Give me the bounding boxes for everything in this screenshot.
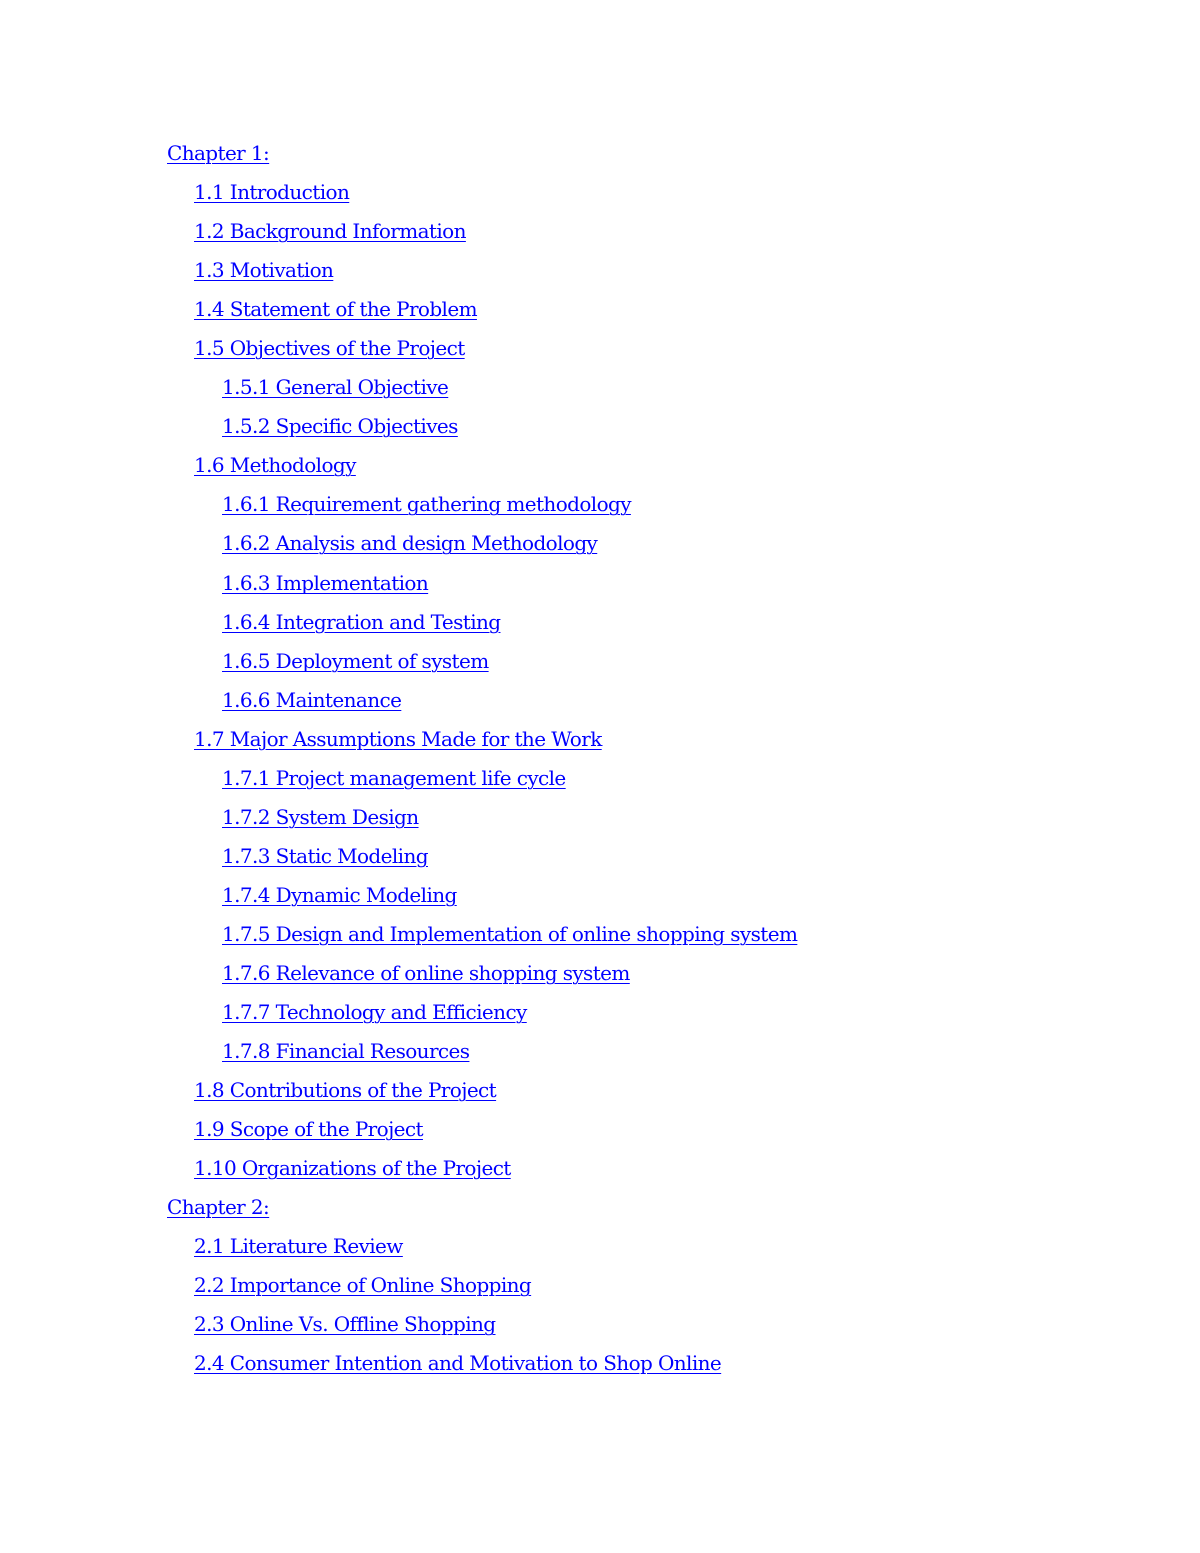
section-link[interactable]: 1.7.3 Static Modeling [222,843,428,868]
toc-section-entry [0,761,797,800]
chapter-link[interactable]: Chapter 1: [167,141,270,165]
section-link[interactable]: 1.4 Statement of the Problem [194,297,477,322]
section-link[interactable]: 1.2 Background Information [194,219,466,244]
section-link[interactable]: 1.6.6 Maintenance [222,687,402,712]
toc-section-entry [0,995,797,1034]
section-link[interactable]: 1.7.2 System Design [222,804,419,829]
toc-chapter-entry [0,136,797,175]
section-link[interactable]: 1.8 Contributions of the Project [194,1078,497,1103]
toc-section-entry [0,1112,797,1151]
section-link[interactable]: 1.6.4 Integration and Testing [222,609,501,634]
section-link[interactable]: 1.7.8 Financial Resources [222,1039,470,1064]
section-link[interactable]: 1.6.5 Deployment of system [222,648,489,673]
section-link[interactable]: 1.7.1 Project management life cycle [222,765,566,790]
section-link[interactable]: 1.5 Objectives of the Project [194,336,465,361]
toc-section-entry [0,1268,797,1307]
toc-section-entry [0,839,797,878]
toc-section-entry [0,800,797,839]
section-link[interactable]: 1.1 Introduction [194,180,350,205]
section-link[interactable]: 1.6 Methodology [194,453,356,478]
section-link[interactable]: 1.7.4 Dynamic Modeling [222,882,457,907]
toc-section-entry [0,370,797,409]
toc-section-entry [0,409,797,448]
toc-section-entry [0,683,797,722]
toc-section-entry [0,605,797,644]
toc-section-entry [0,448,797,487]
section-link[interactable]: 1.6.3 Implementation [222,570,429,595]
toc-chapter-entry [0,1190,797,1229]
toc-section-entry [0,253,797,292]
toc-section-entry [0,1229,797,1268]
toc-section-entry [0,214,797,253]
toc-section-entry [0,956,797,995]
section-link[interactable]: 1.10 Organizations of the Project [194,1156,511,1181]
section-link[interactable]: 1.6.1 Requirement gathering methodology [222,492,631,517]
toc-section-entry [0,1346,797,1385]
toc-section-entry [0,1151,797,1190]
toc-section-entry [0,566,797,605]
section-link[interactable]: 1.5.2 Specific Objectives [222,414,458,439]
toc-section-entry [0,331,797,370]
section-link[interactable]: 1.9 Scope of the Project [194,1117,423,1142]
toc-section-entry [0,1034,797,1073]
section-link[interactable]: 1.5.1 General Objective [222,375,449,400]
toc-section-entry [0,878,797,917]
toc-section-entry [0,487,797,526]
toc-section-entry [0,526,797,565]
toc-section-entry [0,1073,797,1112]
toc-section-entry [0,917,797,956]
section-link[interactable]: 2.4 Consumer Intention and Motivation to Shop Online [194,1351,722,1376]
section-link[interactable]: 1.6.2 Analysis and design Methodology [222,531,598,556]
section-link[interactable]: 2.3 Online Vs. Offline Shopping [194,1312,496,1337]
chapter-link[interactable]: Chapter 2: [167,1195,270,1220]
section-link[interactable]: 2.1 Literature Review [194,1234,403,1259]
section-link[interactable]: 1.7.7 Technology and Efficiency [222,1000,527,1025]
toc-section-entry [0,722,797,761]
table-of-contents [0,136,797,1386]
section-link[interactable]: 1.7.5 Design and Implementation of online shopping system [222,921,798,946]
section-link[interactable]: 1.3 Motivation [194,258,334,283]
toc-section-entry [0,175,797,214]
section-link[interactable]: 1.7.6 Relevance of online shopping system [222,960,630,985]
section-link[interactable]: 1.7 Major Assumptions Made for the Work [194,726,602,751]
section-link[interactable]: 2.2 Importance of Online Shopping [194,1273,532,1298]
toc-section-entry [0,292,797,331]
toc-section-entry [0,644,797,683]
toc-section-entry [0,1307,797,1346]
